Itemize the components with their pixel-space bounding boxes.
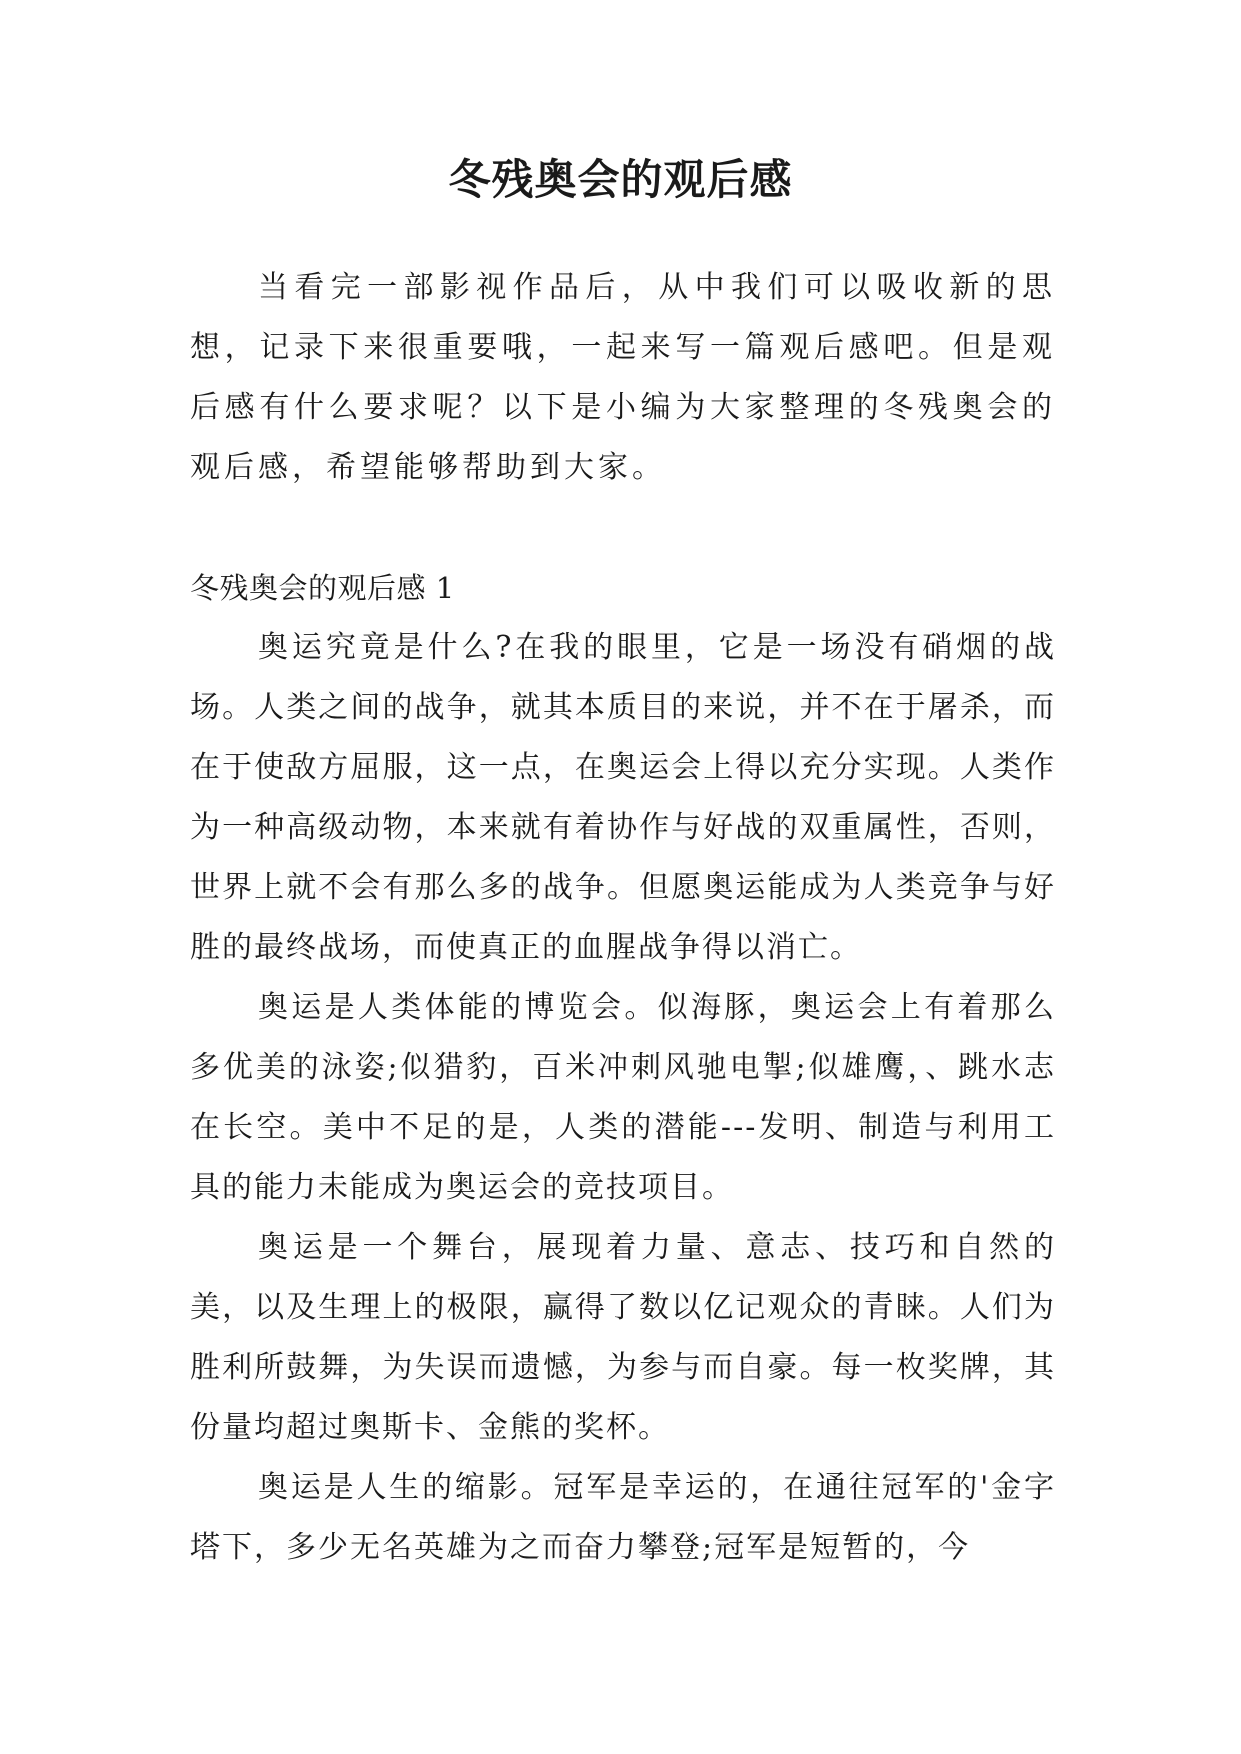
body-paragraph-3: 奥运是一个舞台，展现着力量、意志、技巧和自然的美，以及生理上的极限，赢得了数以亿记观众的青睐。人们为胜利所鼓舞，为失误而遗憾，为参与而自豪。每一枚奖牌，其份量均超过奥斯卡、金熊的奖杯。 [190, 1230, 1056, 1445]
document-body [190, 258, 1056, 1578]
body-paragraph-4: 奥运是人生的缩影。冠军是幸运的，在通往冠军的'金字塔下，多少无名英雄为之而奋力攀登;冠军是短暂的，今 [190, 1470, 1056, 1565]
intro-paragraph: 当看完一部影视作品后，从中我们可以吸收新的思想，记录下来很重要哦，一起来写一篇观后感吧。但是观后感有什么要求呢？以下是小编为大家整理的冬残奥会的观后感，希望能够帮助到大家。 [190, 270, 1056, 485]
section-heading: 冬残奥会的观后感 1 [190, 571, 455, 605]
document-title: 冬残奥会的观后感 [448, 155, 793, 204]
body-paragraph-1: 奥运究竟是什么?在我的眼里，它是一场没有硝烟的战场。人类之间的战争，就其本质目的来说，并不在于屠杀，而在于使敌方屈服，这一点，在奥运会上得以充分实现。人类作为一种高级动物，本来就有着协作与好战的双重属性，否则，世界上就不会有那么多的战争。但愿奥运能成为人类竞争与好胜的最终战场，而使真正的血腥战争得以消亡。 [190, 630, 1056, 965]
body-paragraph-2: 奥运是人类体能的博览会。似海豚，奥运会上有着那么多优美的泳姿;似猎豹，百米冲刺风驰电掣;似雄鹰，、跳水志在长空。美中不足的是，人类的潜能---发明、制造与利用工具的能力未能成为奥运会的竞技项目。 [190, 990, 1056, 1205]
